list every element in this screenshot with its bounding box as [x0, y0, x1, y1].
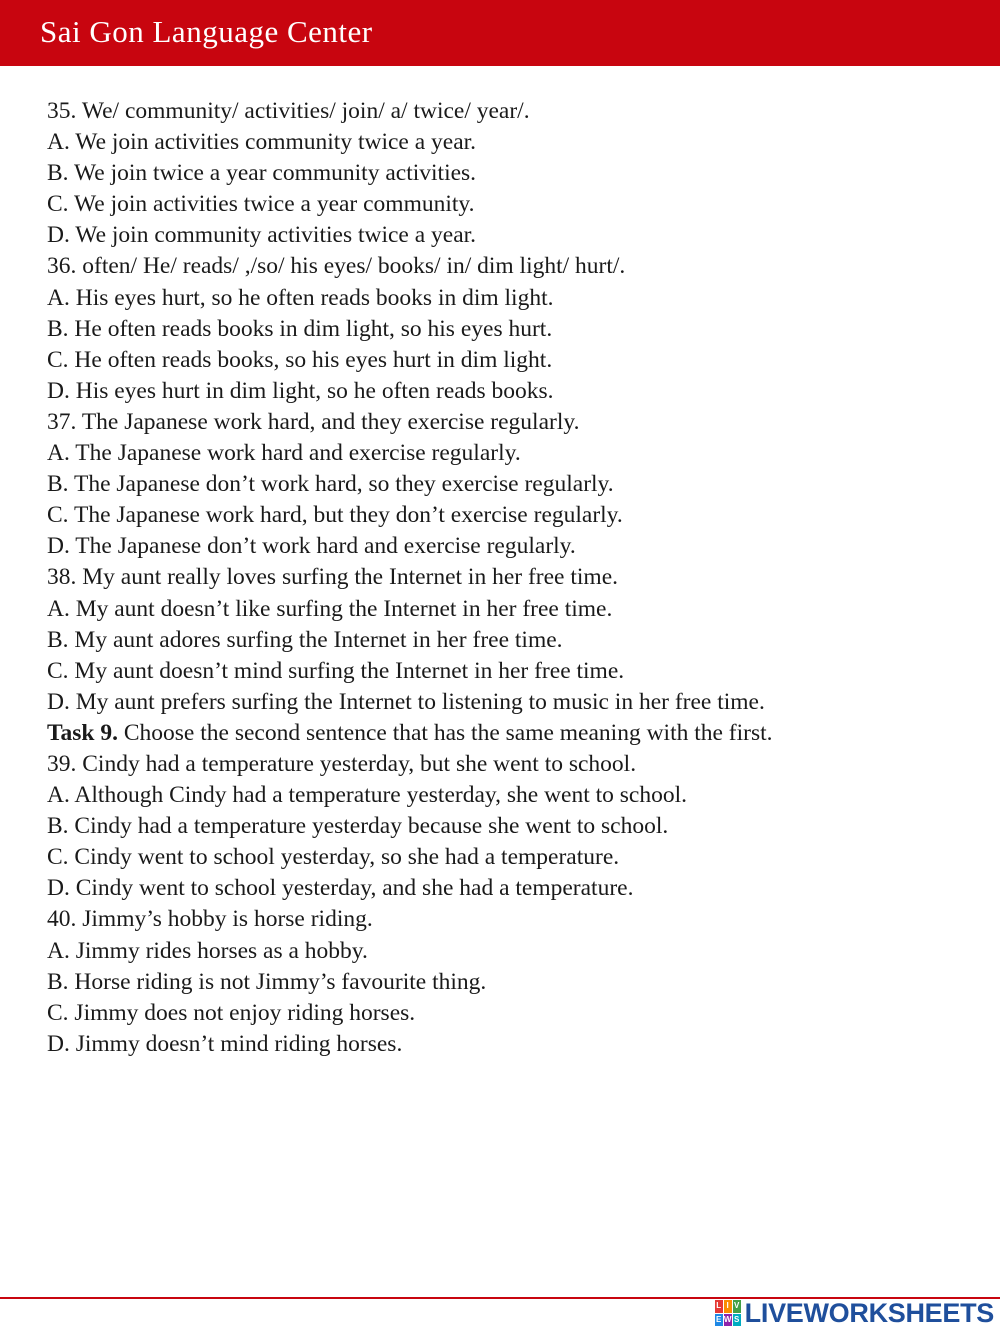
- worksheet-line: [47, 469, 977, 500]
- line-text: D. My aunt prefers surfing the Internet to listening to music in her free time.: [47, 688, 765, 715]
- worksheet-line: [47, 345, 977, 376]
- line-text: Choose the second sentence that has the same meaning with the first.: [117, 719, 773, 746]
- line-text: 36. often/ He/ reads/ ,/so/ his eyes/ books/ in/ dim light/ hurt/.: [47, 253, 626, 280]
- logo-letter-tile: I: [724, 1300, 732, 1313]
- line-text: A. We join activities community twice a year.: [47, 129, 477, 156]
- worksheet-content: [47, 96, 977, 1060]
- worksheet-line: [47, 594, 977, 625]
- worksheet-line: [47, 873, 977, 904]
- line-text: C. We join activities twice a year community.: [47, 191, 475, 218]
- line-text: A. Although Cindy had a temperature yesterday, she went to school.: [47, 782, 688, 809]
- line-text: 39. Cindy had a temperature yesterday, but she went to school.: [47, 750, 637, 777]
- worksheet-line: [47, 904, 977, 935]
- line-text: A. Jimmy rides horses as a hobby.: [47, 937, 368, 964]
- worksheet-line: [47, 780, 977, 811]
- worksheet-line: [47, 749, 977, 780]
- worksheet-line: [47, 531, 977, 562]
- task-instruction: [47, 718, 977, 749]
- worksheet-line: [47, 407, 977, 438]
- line-text: D. We join community activities twice a year.: [47, 222, 477, 249]
- worksheet-line: [47, 625, 977, 656]
- line-text: B. Horse riding is not Jimmy’s favourite thing.: [47, 968, 487, 995]
- liveworksheets-logo-text: LIVEWORKSHEETS: [744, 1297, 994, 1328]
- line-text: D. The Japanese don’t work hard and exercise regularly.: [47, 533, 576, 560]
- line-text: B. He often reads books in dim light, so his eyes hurt.: [47, 315, 553, 342]
- worksheet-line: [47, 1029, 977, 1060]
- line-text: D. His eyes hurt in dim light, so he often reads books.: [47, 377, 554, 404]
- worksheet-line: [47, 811, 977, 842]
- worksheet-line: [47, 251, 977, 282]
- header-bar: [0, 0, 1000, 66]
- liveworksheets-logo[interactable]: [715, 1298, 994, 1328]
- logo-letter-tile: S: [733, 1314, 741, 1327]
- line-text: D. Jimmy doesn’t mind riding horses.: [47, 1030, 403, 1057]
- line-text: B. We join twice a year community activities.: [47, 160, 477, 187]
- line-text: B. The Japanese don’t work hard, so they exercise regularly.: [47, 471, 614, 498]
- worksheet-line: [47, 189, 977, 220]
- worksheet-line: [47, 687, 977, 718]
- line-text: 37. The Japanese work hard, and they exercise regularly.: [47, 408, 580, 435]
- line-text: C. The Japanese work hard, but they don’t exercise regularly.: [47, 502, 623, 529]
- worksheet-line: [47, 376, 977, 407]
- line-text: C. He often reads books, so his eyes hurt in dim light.: [47, 346, 553, 373]
- line-text: C. Cindy went to school yesterday, so she had a temperature.: [47, 844, 620, 871]
- line-text: B. My aunt adores surfing the Internet in her free time.: [47, 626, 563, 653]
- worksheet-line: [47, 562, 977, 593]
- line-text: B. Cindy had a temperature yesterday because she went to school.: [47, 813, 669, 840]
- header-title: Sai Gon Language Center: [40, 14, 373, 49]
- worksheet-line: [47, 438, 977, 469]
- logo-letter-tile: L: [715, 1300, 723, 1313]
- worksheet-line: [47, 936, 977, 967]
- logo-letter-tile: W: [724, 1314, 732, 1327]
- line-text: C. Jimmy does not enjoy riding horses.: [47, 999, 416, 1026]
- worksheet-line: [47, 96, 977, 127]
- logo-letter-tile: V: [733, 1300, 741, 1313]
- worksheet-line: [47, 500, 977, 531]
- line-text: 40. Jimmy’s hobby is horse riding.: [47, 906, 373, 933]
- liveworksheets-logo-icon: [715, 1300, 741, 1326]
- line-text: C. My aunt doesn’t mind surfing the Internet in her free time.: [47, 657, 625, 684]
- worksheet-line: [47, 656, 977, 687]
- line-text: 35. We/ community/ activities/ join/ a/ twice/ year/.: [47, 98, 530, 124]
- worksheet-line: [47, 283, 977, 314]
- line-text: A. His eyes hurt, so he often reads books in dim light.: [47, 284, 554, 311]
- logo-letter-tile: E: [715, 1314, 723, 1327]
- line-text: A. The Japanese work hard and exercise regularly.: [47, 440, 521, 467]
- worksheet-line: [47, 127, 977, 158]
- worksheet-line: [47, 998, 977, 1029]
- worksheet-line: [47, 842, 977, 873]
- worksheet-line: [47, 220, 977, 251]
- line-text: A. My aunt doesn’t like surfing the Internet in her free time.: [47, 595, 613, 622]
- task-label: Task 9.: [47, 719, 118, 746]
- worksheet-line: [47, 314, 977, 345]
- line-text: 38. My aunt really loves surfing the Internet in her free time.: [47, 564, 618, 591]
- worksheet-line: [47, 158, 977, 189]
- line-text: D. Cindy went to school yesterday, and she had a temperature.: [47, 875, 634, 902]
- worksheet-line: [47, 967, 977, 998]
